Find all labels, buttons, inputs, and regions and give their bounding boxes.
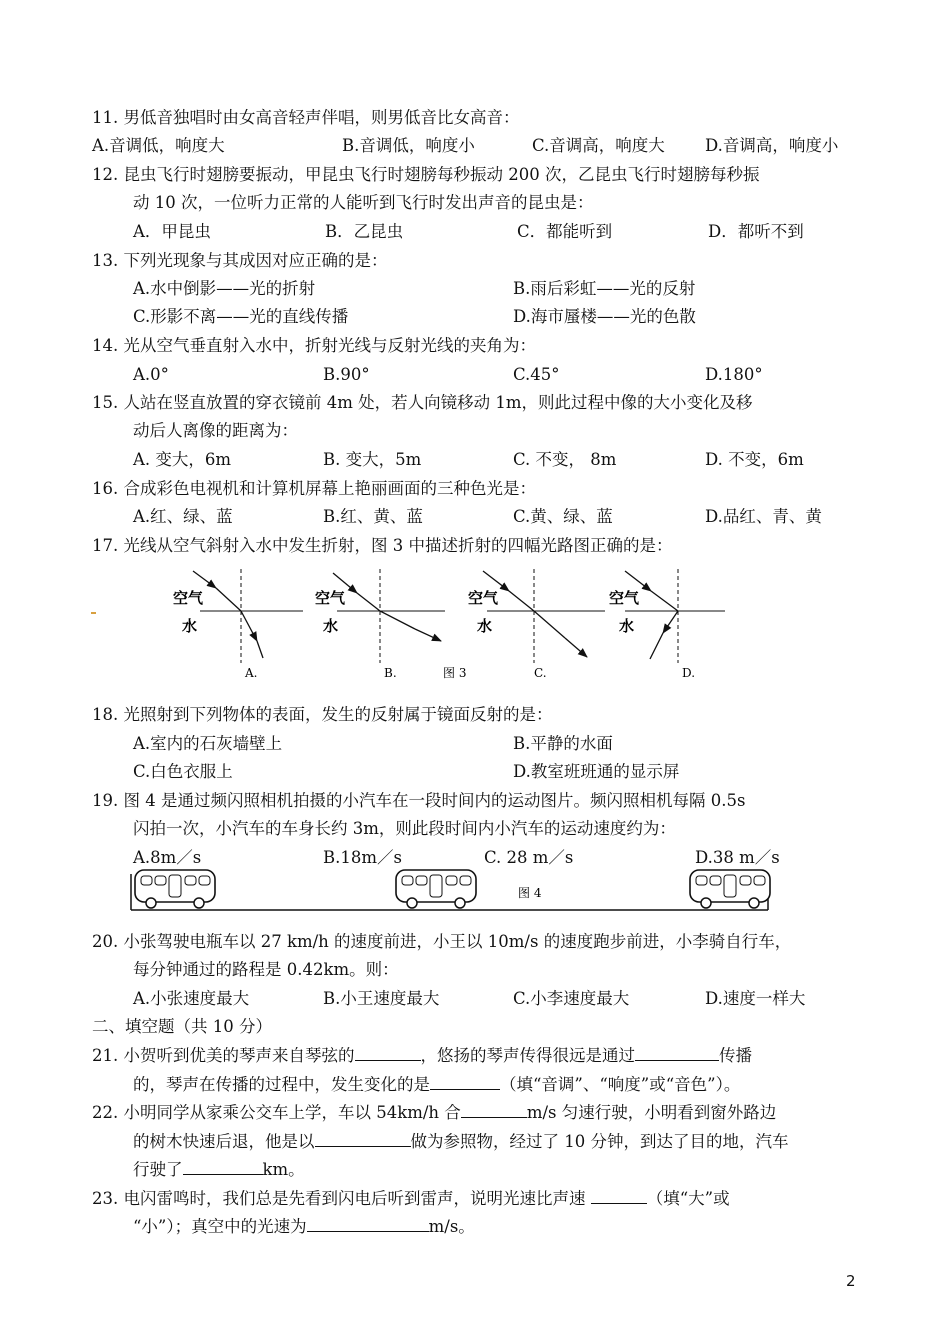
q20-option-b: B.小王速度最大: [323, 989, 440, 1008]
q18-option-d: D.教室班班通的显示屏: [513, 762, 680, 781]
q20-option-d: D.速度一样大: [705, 989, 806, 1008]
q20-option-a: A.小张速度最大: [133, 989, 250, 1008]
q22-line2: [133, 1130, 789, 1153]
q23-text-3: “小”）；真空中的光速为: [133, 1217, 307, 1236]
q20-stem-line1: 20. 小张驾驶电瓶车以 27 km/h 的速度前进，小王以 10m/s 的速度跑步前进，小李骑自行车，: [92, 932, 792, 951]
q13-stem: 13. 下列光现象与其成因对应正确的是：: [92, 251, 388, 270]
q15-stem-line2: 动后人离像的距离为：: [133, 421, 298, 440]
q22-blank-2[interactable]: [315, 1130, 411, 1147]
q18-option-c: C.白色衣服上: [133, 762, 233, 781]
page-number: 2: [846, 1272, 856, 1290]
q12-option-c: C．都能听到: [517, 222, 613, 241]
q13-option-c: C.形影不离——光的直线传播: [133, 307, 349, 326]
q21-text-2: ，悠扬的琴声传得很远是通过: [420, 1046, 635, 1065]
figure-3-label: 图 3: [443, 666, 467, 680]
q21-blank-1[interactable]: [355, 1044, 421, 1061]
q16-option-c: C.黄、绿、蓝: [513, 507, 613, 526]
q21-line2: [133, 1073, 740, 1096]
diagram-a: [173, 569, 303, 680]
q23-text-2: （填“大”或: [646, 1189, 730, 1208]
q12-stem-line2: 动 10 次，一位听力正常的人能听到飞行时发出声音的昆虫是：: [133, 193, 594, 212]
q22-text-6: km。: [262, 1160, 305, 1179]
q15-option-c: C. 不变， 8m: [513, 450, 617, 469]
car-icon: [690, 870, 770, 908]
diagram-d-water-label: 水: [619, 617, 635, 635]
q14-stem: 14. 光从空气垂直射入水中，折射光线与反射光线的夹角为：: [92, 336, 536, 355]
section-2-title: 二、填空题（共 10 分）: [92, 1017, 272, 1036]
q16-option-a: A.红、绿、蓝: [133, 507, 233, 526]
figure-4-label: 图 4: [518, 886, 542, 900]
diagram-c-caption: C.: [534, 666, 547, 680]
diagram-a-water-label: 水: [182, 617, 198, 635]
diagram-d: [609, 569, 725, 680]
q21-text-5: （填“音调”、“响度”或“音色”）。: [500, 1075, 741, 1094]
q12-stem-line1: 12. 昆虫飞行时翅膀要振动，甲昆虫飞行时翅膀每秒振动 200 次，乙昆虫飞行时翅膀每秒振: [92, 165, 760, 184]
q21-text-3: 传播: [719, 1046, 752, 1065]
q19-stem-line1: 19. 图 4 是通过频闪照相机拍摄的小汽车在一段时间内的运动图片。频闪照相机每隔 0.5s: [92, 791, 746, 810]
q22-line3: [133, 1158, 305, 1181]
diagram-d-air-label: 空气: [609, 589, 640, 607]
q23-blank-1[interactable]: [591, 1187, 647, 1204]
q22-blank-3[interactable]: [183, 1158, 263, 1175]
q23-blank-2[interactable]: [307, 1215, 429, 1232]
q16-stem: 16. 合成彩色电视机和计算机屏幕上艳丽画面的三种色光是：: [92, 479, 536, 498]
q12-option-b: B．乙昆虫: [325, 222, 404, 241]
q22-text-5: 行驶了: [133, 1160, 183, 1179]
q15-stem-line1: 15. 人站在竖直放置的穿衣镜前 4m 处，若人向镜移动 1m，则此过程中像的大小变化及移: [92, 393, 753, 412]
q22-text-2: m/s 匀速行驶，小明看到窗外路边: [526, 1103, 777, 1122]
q17-stem: 17. 光线从空气斜射入水中发生折射，图 3 中描述折射的四幅光路图正确的是：: [92, 536, 673, 555]
q14-option-a: A.0°: [133, 365, 169, 384]
q14-option-b: B.90°: [323, 365, 370, 384]
q19-option-d: D.38 m／s: [695, 848, 780, 867]
car-icon: [396, 870, 476, 908]
q21-text-4: 的，琴声在传播的过程中，发生变化的是: [133, 1075, 430, 1094]
q19-option-b: B.18m／s: [323, 848, 402, 867]
q19-option-a: A.8m／s: [133, 848, 202, 867]
diagram-a-air-label: 空气: [173, 589, 204, 607]
q19-stem-line2: 闪拍一次，小汽车的车身长约 3m，则此段时间内小汽车的运动速度约为：: [133, 819, 676, 838]
q13-option-a: A.水中倒影——光的折射: [133, 279, 316, 298]
diagram-a-caption: A.: [245, 666, 258, 680]
q23-line2: [133, 1215, 475, 1238]
diagram-c-air-label: 空气: [468, 589, 499, 607]
q18-stem: 18. 光照射到下列物体的表面，发生的反射属于镜面反射的是：: [92, 705, 553, 724]
q23-text-1: 23. 电闪雷鸣时，我们总是先看到闪电后听到雷声，说明光速比声速: [92, 1189, 591, 1208]
q14-option-d: D.180°: [705, 365, 763, 384]
figure-3-refraction-diagrams: [85, 563, 745, 688]
q16-option-b: B.红、黄、蓝: [323, 507, 423, 526]
q15-option-a: A. 变大，6m: [133, 450, 232, 469]
diagram-b-water-label: 水: [323, 617, 339, 635]
q18-option-b: B.平静的水面: [513, 734, 613, 753]
q14-option-c: C.45°: [513, 365, 560, 384]
q22-text-3: 的树木快速后退，他是以: [133, 1132, 315, 1151]
q16-option-d: D.品红、青、黄: [705, 507, 822, 526]
q20-stem-line2: 每分钟通过的路程是 0.42km。则：: [133, 960, 399, 979]
q15-option-d: D. 不变，6m: [705, 450, 804, 469]
diagram-b-caption: B.: [384, 666, 397, 680]
q15-option-b: B. 变大，5m: [323, 450, 422, 469]
q19-option-c: C. 28 m／s: [484, 848, 574, 867]
q11-option-c: C.音调高，响度大: [532, 136, 665, 155]
diagram-b-air-label: 空气: [315, 589, 346, 607]
q11-option-d: D.音调高，响度小: [705, 136, 839, 155]
diagram-c: [468, 569, 605, 680]
q22-text-1: 22. 小明同学从家乘公交车上学，车以 54km/h 合: [92, 1103, 461, 1122]
q18-option-a: A.室内的石灰墙壁上: [133, 734, 283, 753]
diagram-c-water-label: 水: [477, 617, 493, 635]
q11-stem: 11. 男低音独唱时由女高音轻声伴唱，则男低音比女高音：: [92, 108, 520, 127]
q12-option-d: D．都听不到: [708, 222, 804, 241]
q23-line1: [92, 1187, 730, 1210]
q23-text-4: m/s。: [428, 1217, 475, 1236]
car-icon: [135, 870, 215, 908]
q13-option-b: B.雨后彩虹——光的反射: [513, 279, 696, 298]
q11-option-a: A.音调低，响度大: [92, 136, 225, 155]
q22-blank-1[interactable]: [461, 1101, 527, 1118]
q21-line1: [92, 1044, 752, 1067]
diagram-d-caption: D.: [682, 666, 696, 680]
q22-line1: [92, 1101, 776, 1124]
q21-blank-2[interactable]: [635, 1044, 719, 1061]
q22-text-4: 做为参照物，经过了 10 分钟，到达了目的地，汽车: [410, 1132, 789, 1151]
q20-option-c: C.小李速度最大: [513, 989, 630, 1008]
q21-text-1: 21. 小贺听到优美的琴声来自琴弦的: [92, 1046, 355, 1065]
q21-blank-3[interactable]: [430, 1073, 500, 1090]
q12-option-a: A．甲昆虫: [133, 222, 211, 241]
figure-4-strobe-photo: [128, 866, 778, 916]
q13-option-d: D.海市蜃楼——光的色散: [513, 307, 696, 326]
diagram-b: [315, 569, 445, 680]
q11-option-b: B.音调低，响度小: [342, 136, 475, 155]
